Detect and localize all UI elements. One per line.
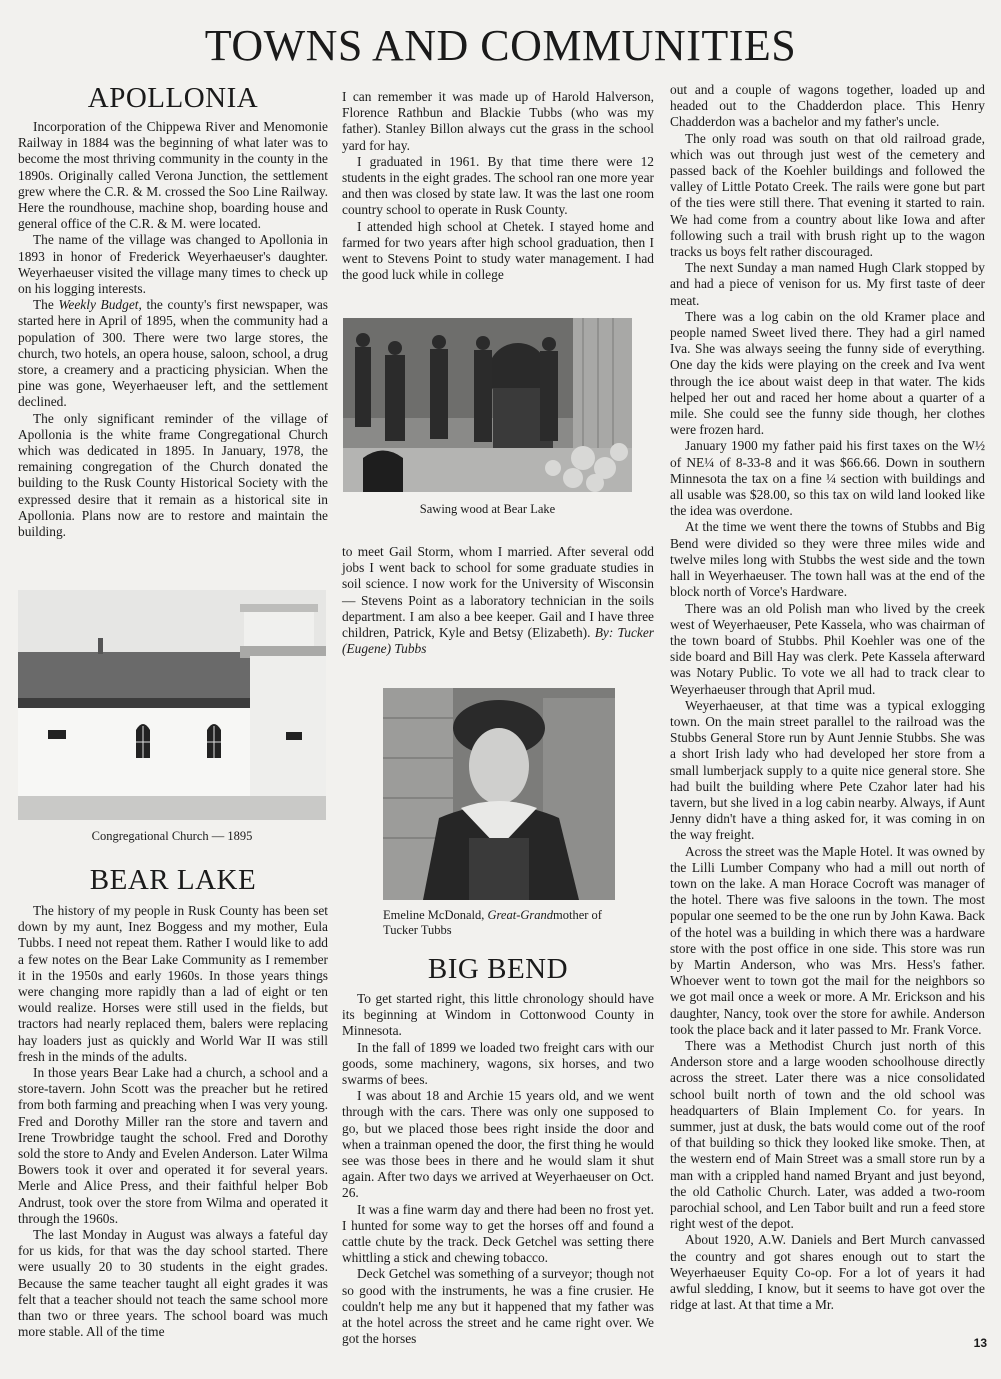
apollonia-paragraph-3: The Weekly Budget, the county's first newspaper, was started here in April of 1895, when the community had a population of 300. There were two large stores, the church, two hotels, an opera house, saloon, school, a drug store, a creamery and a practicing physician. When the pine was gone, Weyerhaeuser left, and the settlement declined.: [18, 297, 329, 410]
big-bend-paragraph-1: To get started right, this little chronology should have its beginning at Windom in Cottonwood County in Minnesota.: [342, 991, 654, 1039]
big-bend-paragraph-8: There was a log cabin on the old Kramer place and people named Sweet lived there. They had a girl named Iva. She was always seeing the funny side of everything. One day the kids were playing on the creek and Iva went through the ice about waist deep in that water. The kids helped her out and raced her home about a quarter of a mile. She could see the funny side though, her clothes were frozen hard.: [670, 308, 985, 438]
big-bend-article: [342, 991, 654, 1347]
church-photo: [18, 590, 326, 820]
bear-lake-article: [18, 903, 328, 1340]
portrait-caption: Emeline McDonald, Great-Grandmother of Tucker Tubbs: [383, 908, 602, 937]
apollonia-article: [18, 119, 328, 540]
emeline-mcdonald-portrait: [383, 688, 615, 900]
apollonia-paragraph-2: The name of the village was changed to Apollonia in 1893 in honor of Frederick Weyerhaeuser's daughter. Weyerhaeuser visited the village many times to check up on his logging interests.: [18, 232, 328, 297]
bear-lake-paragraph-3-continued: I can remember it was made up of Harold Halverson, Florence Rathbun and Blackie Tubbs (who was my father). Stanley Billon always cut the grass in the school yard for hay.: [342, 89, 654, 153]
big-bend-paragraph-3: I was about 18 and Archie 15 years old, and we went through with the cars. There was only one supposed to go, but we placed those bees right inside the door and when a trainman opened the door, the first thing he would see was those bees in there and he would slam it shut again. After two days we arrived at Weyerhaeuser on Oct. 26.: [342, 1088, 654, 1201]
bear-lake-paragraph-6-continued: to meet Gail Storm, whom I married. After several odd jobs I went back to school for some graduate studies in soil science. I now work for the University of Wisconsin — Stevens Point as a laboratory technician in the soils department. I am also a bee keeper. Gail and I have three children, Patrick, Kyle and Betsy (Elizabeth). By: Tucker (Eugene) Tubbs: [342, 544, 654, 657]
sawing-wood-photo: [343, 318, 632, 492]
bear-lake-paragraph-6: I attended high school at Chetek. I stayed home and farmed for two years after high school graduation, then I went to Stevens Point to study water management. I had the good luck while in college: [342, 218, 654, 283]
bear-lake-paragraph-5: I graduated in 1961. By that time there were 12 students in the eight grades. The school ran one more year and then was closed by state law. It was the last one room country school to operate in Rusk County.: [342, 153, 654, 218]
big-bend-paragraph-15: About 1920, A.W. Daniels and Bert Murch canvassed the country and got shares enough out to start the Weyerhaeuser Equity Co-op. For a lot of years it had awful sledding, I know, but it seems to have got over the ridge at last. At that time a Mr.: [670, 1232, 985, 1313]
big-bend-paragraph-9: January 1900 my father paid his first taxes on the W½ of NE¼ of 8-33-8 and it was $66.66. Down in southern Minnesota the tax on a fine ¼ section with buildings and all usable was $28.00, so this tax on wild land looked like the idea was overdone.: [670, 438, 985, 519]
big-bend-paragraph-2: In the fall of 1899 we loaded two freight cars with our goods, some machinery, wagons, six horses, and two swarms of bees.: [342, 1039, 654, 1088]
newspaper-title: Weekly Budget,: [58, 297, 142, 313]
article-byline: By: Tucker (Eugene) Tubbs: [342, 625, 654, 657]
big-bend-paragraph-13: Across the street was the Maple Hotel. It was owned by the Lilli Lumber Company who had a mill out north of town on the lake. A man Horace Cocroft was manager of the hotel. There was five saloons in the town. The most popular one seemed to be the one run by John Kawa. Back of the hotel was a building in which there was a hardware store with the post office in one side. This store was run by Martin Anderson, who was Mrs. Hess's father. Whoever went to town got the mail for the neighbors so we got mail once a week or more. A Mr. Erickson and his daughter, Nancy, took over the store for awhile. Anderson took the place back and it later passed to Mr. Frank Vorce.: [670, 843, 985, 1037]
big-bend-paragraph-6: The only road was south on that old railroad grade, which was out through just west of the cemetery and passed back of the Koehler buildings and followed the valley of Little Potato Creek. The rails were gone but part of the ties were still there. That evening it started to rain. We had come from a country about like Iowa and after following such a trail with brush right up to the wagon tracks us boys felt rather discouraged.: [670, 130, 985, 260]
sawing-wood-caption: Sawing wood at Bear Lake: [419, 502, 556, 516]
bear-lake-paragraph-2: In those years Bear Lake had a church, a school and a store-tavern. John Scott was the preacher but he retired from both farming and preaching when I was very young. Fred and Dorothy Miller ran the store and tavern and Irene Trowbridge taught the school. Fred and Dorothy sold the store to Andy and Evelen Anderson. Later Wilma Bowers took it over and operated it for several years. Merle and Alice Press, and their faithful helper Bob Andrust, took over the store from Wilma and operated it through the 1960s.: [18, 1065, 328, 1226]
big-bend-paragraph-12: Weyerhaeuser, at that time was a typical exlogging town. On the main street parallel to the railroad was the Stubbs General Store run by Aunt Jennie Stubbs. She was a short Irish lady who had developed her store from a small lumberjack supply to a quite nice general store. She had built the building where Pete Czahor later had his tavern, but she lived in a log cabin nearby. Always, if Aunt Jenny didn't have a thing asked for, it was coming in on the way freight.: [670, 697, 985, 843]
big-bend-paragraph-5-continued: out and a couple of wagons together, loaded up and headed out to the Chadderdon place. This Henry Chadderdon was a bachelor and my father's uncle.: [670, 82, 985, 130]
big-bend-paragraph-4: It was a fine warm day and there had been no frost yet. I hunted for some way to get the horses off and found a cattle chute by the track. Deck Getchel was setting there whittling a stick and chewing tobacco.: [342, 1201, 654, 1266]
bear-lake-heading: BEAR LAKE: [89, 864, 257, 896]
big-bend-paragraph-14: There was a Methodist Church just north of this Anderson store and a large wooden schoolhouse directly across the street. Later there was a nice consolidated school built north of town and the old school was headquarters of Blain Implement Co. for years. In summer, just at dusk, the bats would come out of the roof of that building so thick they looked like smoke. Then, at the western end of Main Street was a small store run by a man with a crippled hand named Bryant and just beyond, the old Catholic Church. Later, was added a two-room parochial school, and Len Tabor built and run a feed store right west of the depot.: [670, 1037, 985, 1232]
bear-lake-paragraph-1: The history of my people in Rusk County has been set down by my aunt, Inez Boggess and my mother, Eula Tubbs. I need not repeat them. Rather I would like to add a few notes on the Bear Lake Community as I remember it in the 1950s and early 1960s. In those years things were changing more rapidly than a lad of eight or ten would realize. Horses were still used in the fields, but tractors had nearly replaced them, balers were replacing hay loaders just as quickly and World War II was still fresh in the minds of the adults.: [18, 903, 328, 1064]
bear-lake-paragraph-3: The last Monday in August was always a fateful day for us kids, for that was the day school started. There were usually 20 to 30 students in the eight grades. Because the same teacher taught all eight grades it was felt that a teacher should not teach the same school more than two or three years. The school board was much more stable. All of the time: [18, 1227, 328, 1340]
church-photo-caption: Congregational Church — 1895: [91, 829, 253, 843]
big-bend-paragraph-11: There was an old Polish man who lived by the creek west of Weyerhaeuser, Pete Kassela, who was chairman of the town board of Stubbs. Phil Koehler was one of the side board and Bill Hay was clerk. Pete Kassela afterward was Notary Public. To vote we all had to track clear to Weyerhaeuser through that April mud.: [670, 600, 985, 697]
apollonia-paragraph-1: Incorporation of the Chippewa River and Menomonie Railway in 1884 was the beginning of what later was to become the most thriving community in the county in the 1890s. Originally called Verona Junction, the settlement grew where the C.R. & M. crossed the Soo Line Railway. Here the roundhouse, machine shop, boarding house and general office of the C.R. & M. were located.: [18, 119, 328, 232]
page-number: 13: [973, 1336, 987, 1350]
bear-lake-closing: [342, 544, 654, 657]
big-bend-paragraph-10: At the time we went there the towns of Stubbs and Big Bend were divided so they were three miles wide and twelve miles long with Stubbs the west side and the town hall in Weyerhaeuser. The town hall was at the end of the block north of Vorce's Hardware.: [670, 519, 985, 600]
big-bend-article-continued: [670, 82, 985, 1313]
big-bend-paragraph-5: Deck Getchel was something of a surveyor; though not so good with the instruments, he was a fine crusier. He couldn't help me any but it happened that my father was at the hotel across the street and he came right over. We got the horses: [342, 1266, 654, 1347]
big-bend-paragraph-7: The next Sunday a man named Hugh Clark stopped by and had a piece of venison for us. My first taste of deer meat.: [670, 260, 985, 308]
page-title: TOWNS AND COMMUNITIES: [204, 21, 797, 70]
bear-lake-article-continued: [342, 89, 654, 283]
apollonia-heading: APOLLONIA: [87, 82, 259, 114]
apollonia-paragraph-4: The only significant reminder of the village of Apollonia is the white frame Congregational Church which was dedicated in 1895. In January, 1978, the remaining congregation of the Church donated the building to the Rusk County Historical Society with the expressed desire that it remain as a historical site in Apollonia. Plans now are to restore and maintain the building.: [18, 410, 328, 540]
big-bend-heading: BIG BEND: [427, 953, 569, 985]
